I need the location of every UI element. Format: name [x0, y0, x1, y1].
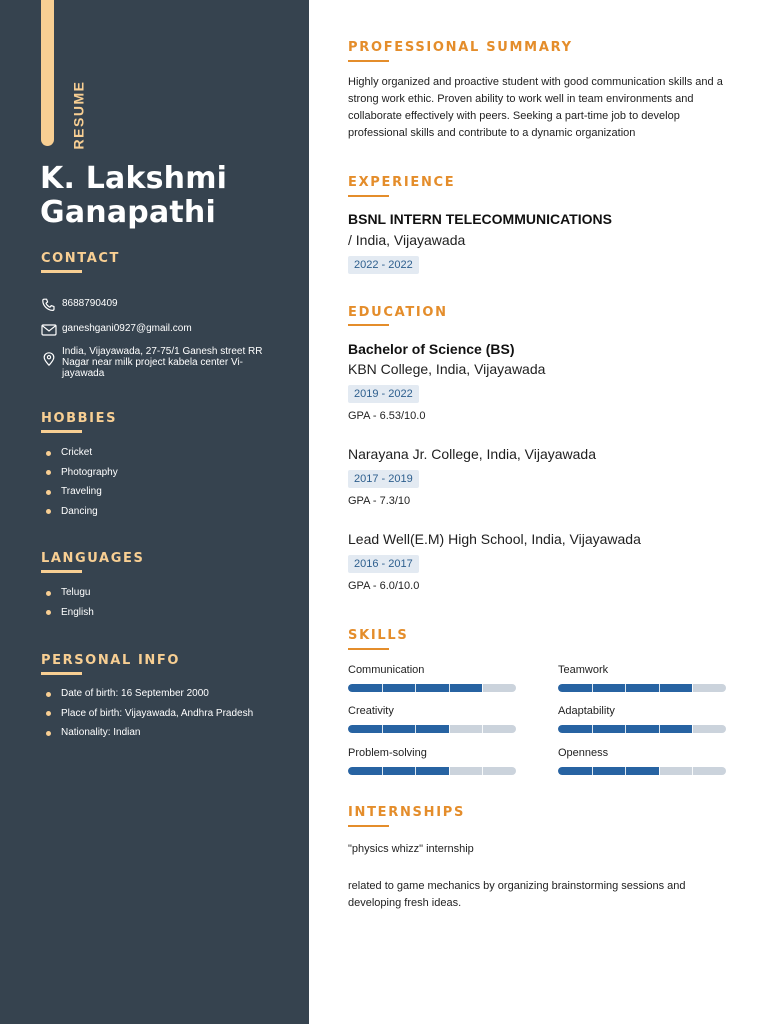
- skill-bar-divider: [592, 767, 593, 775]
- contact-phone-row: [41, 298, 281, 312]
- mail-icon: [41, 323, 57, 337]
- personal-info-heading: PERSONAL INFO: [41, 653, 181, 668]
- skill-bar-divider: [659, 725, 660, 733]
- skill-label: Problem-solving: [348, 747, 427, 759]
- contact-underline: [41, 270, 82, 273]
- skill-bar-fill: [348, 767, 449, 775]
- skill-bar-divider: [659, 684, 660, 692]
- education-date-badge: 2016 - 2017: [348, 555, 419, 573]
- location-pin-icon: [41, 352, 57, 366]
- education-school: Narayana Jr. College, India, Vijayawada: [348, 446, 597, 462]
- education-school: KBN College, India, Vijayawada: [348, 361, 546, 377]
- internships-heading: INTERNSHIPS: [348, 805, 466, 820]
- skill-bar-divider: [382, 684, 383, 692]
- summary-text: Highly organized and proactive student with good communication skills and a strong work ethic. Proven ability to work well in team environments and collaborate effectively with peers. Seeking a part-time job to develop professional skills and contribute to a dynamic organization: [348, 76, 723, 139]
- education-gpa: GPA - 6.0/10.0: [348, 580, 420, 592]
- resume-tag: [64, 80, 92, 150]
- candidate-name: [40, 162, 300, 230]
- summary-underline: [348, 60, 389, 62]
- list-item: Cricket: [45, 447, 118, 459]
- skill-label: Creativity: [348, 705, 394, 717]
- skill-label: Communication: [348, 664, 425, 676]
- education-gpa: GPA - 6.53/10.0: [348, 410, 426, 422]
- skill-bar-divider: [692, 767, 693, 775]
- list-item: Nationality: Indian: [45, 727, 253, 739]
- contact-heading: CONTACT: [41, 251, 120, 266]
- resume-tag-text: RESUME: [70, 80, 86, 150]
- education-degree: Bachelor of Science (BS): [348, 341, 515, 357]
- skill-bar-divider: [382, 725, 383, 733]
- list-item: Date of birth: 16 September 2000: [45, 688, 253, 700]
- skill-bar-divider: [449, 684, 450, 692]
- experience-heading: EXPERIENCE: [348, 175, 456, 190]
- internships-underline: [348, 825, 389, 827]
- skill-bar-divider: [592, 725, 593, 733]
- phone-icon: [41, 298, 57, 312]
- skill-bar-divider: [482, 684, 483, 692]
- skills-underline: [348, 648, 389, 650]
- skill-bar-divider: [625, 684, 626, 692]
- skill-bar-divider: [659, 767, 660, 775]
- skill-bar-divider: [449, 767, 450, 775]
- skill-bar-divider: [692, 684, 693, 692]
- skill-bar-fill: [348, 725, 449, 733]
- contact-address-row: [41, 346, 281, 379]
- skill-bar-track: [348, 684, 516, 692]
- name-line-2: Ganapathi: [40, 195, 216, 230]
- list-item: Dancing: [45, 506, 118, 518]
- skill-bar-divider: [382, 767, 383, 775]
- education-underline: [348, 324, 389, 326]
- experience-location: / India, Vijayawada: [348, 232, 466, 248]
- education-gpa: GPA - 7.3/10: [348, 495, 411, 507]
- experience-underline: [348, 195, 389, 197]
- skill-bar-track: [348, 767, 516, 775]
- skill-label: Openness: [558, 747, 609, 759]
- skill-bar-divider: [625, 767, 626, 775]
- skill-bar-divider: [592, 684, 593, 692]
- skill-bar-track: [348, 725, 516, 733]
- contact-email-row: [41, 323, 281, 337]
- experience-date-badge: 2022 - 2022: [348, 256, 419, 274]
- internship-title: "physics whizz" internship: [348, 843, 474, 855]
- sidebar: [0, 0, 309, 1024]
- skill-bar-divider: [692, 725, 693, 733]
- languages-list: [45, 587, 94, 626]
- list-item: Traveling: [45, 486, 118, 498]
- list-item: Telugu: [45, 587, 94, 599]
- skill-bar-track: [558, 684, 726, 692]
- education-date-badge: 2017 - 2019: [348, 470, 419, 488]
- skill-bar-divider: [415, 684, 416, 692]
- education-heading: EDUCATION: [348, 305, 448, 320]
- languages-underline: [41, 570, 82, 573]
- contact-email[interactable]: ganeshgani0927@gmail.com: [62, 323, 192, 334]
- hobbies-heading: HOBBIES: [41, 411, 118, 426]
- skill-bar-divider: [625, 725, 626, 733]
- hobbies-list: [45, 447, 118, 525]
- personal-info-underline: [41, 672, 82, 675]
- skill-bar-fill: [558, 767, 659, 775]
- skill-label: Adaptability: [558, 705, 615, 717]
- skill-bar-divider: [482, 725, 483, 733]
- languages-heading: LANGUAGES: [41, 551, 145, 566]
- list-item: Photography: [45, 467, 118, 479]
- skill-bar-divider: [482, 767, 483, 775]
- skill-bar-track: [558, 767, 726, 775]
- name-line-1: K. Lakshmi: [40, 161, 228, 196]
- education-school: Lead Well(E.M) High School, India, Vijayawada: [348, 531, 641, 547]
- skills-heading: SKILLS: [348, 628, 409, 643]
- skill-bar-divider: [415, 725, 416, 733]
- contact-address: India, Vijayawada, 27-75/1 Ganesh street RR Nagar near milk project kabela center Vi-jayawada: [62, 346, 263, 379]
- list-item: Place of birth: Vijayawada, Andhra Pradesh: [45, 708, 253, 720]
- decorative-bar: [41, 0, 54, 146]
- hobbies-underline: [41, 430, 82, 433]
- skill-bar-divider: [449, 725, 450, 733]
- skill-label: Teamwork: [558, 664, 609, 676]
- skill-bar-divider: [415, 767, 416, 775]
- skill-bar-track: [558, 725, 726, 733]
- experience-title: BSNL INTERN TELECOMMUNICATIONS: [348, 211, 612, 227]
- internship-description: related to game mechanics by organizing brainstorming sessions and developing fresh ideas.: [348, 880, 686, 909]
- personal-info-list: [45, 688, 253, 747]
- list-item: English: [45, 607, 94, 619]
- contact-phone[interactable]: 8688790409: [62, 298, 118, 309]
- education-date-badge: 2019 - 2022: [348, 385, 419, 403]
- summary-heading: PROFESSIONAL SUMMARY: [348, 40, 573, 55]
